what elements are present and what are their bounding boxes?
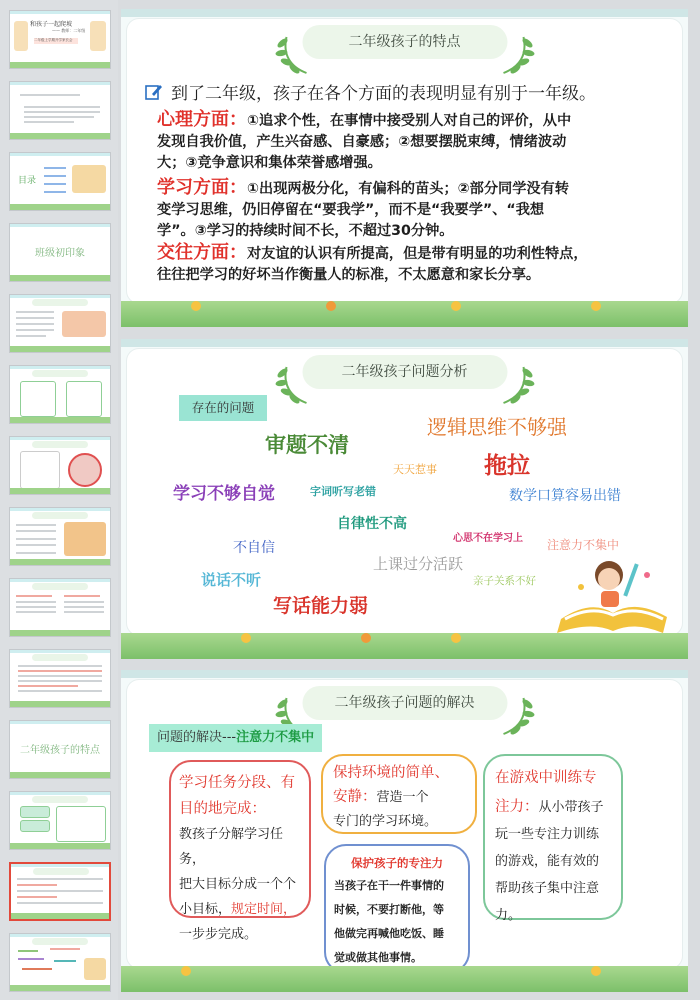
thumb-3-title: 目录 <box>18 176 37 186</box>
edit-pen-icon <box>145 83 163 101</box>
word-cloud-item: 天天惹事 <box>393 463 437 476</box>
thumb-1-subtitle: —— 教师：二年级 <box>52 28 86 33</box>
word-cloud-item: 拖拉 <box>484 453 530 479</box>
slide-thumbnail-10[interactable] <box>9 649 111 708</box>
section-learning: 学习方面：①出现两极分化，有偏科的苗头；②部分同学没有转 变学习思维，仍旧停留在“要我学”，而不是“我要学”、“我想 学”。③学习的持续时间不长，不超过30分钟。 <box>157 177 569 239</box>
slide-thumbnail-8[interactable] <box>9 507 111 566</box>
thumb-4-title: 班级初印象 <box>35 248 85 259</box>
slide-thumbnail-6[interactable] <box>9 365 111 424</box>
solution-card-task-segmentation: 学习任务分段、有 目的地完成： 教孩子分解学习任务， 把大目标分成一个个 小目标，规定时间， 一步步完成。 <box>169 760 311 918</box>
laurel-right-icon <box>497 31 537 77</box>
slide-thumbnail-panel[interactable] <box>0 0 118 1000</box>
flower-decoration <box>121 966 688 982</box>
word-cloud-item: 学习不够自觉 <box>173 484 275 504</box>
slide-characteristics[interactable] <box>121 9 688 327</box>
solution-card-quiet-environment: 保持环境的简单、 安静：营造一个 专门的学习环境。 <box>321 754 477 834</box>
thumb-11-title: 二年级孩子的特点 <box>20 745 100 756</box>
word-cloud-item: 心思不在学习上 <box>453 533 523 544</box>
solution-card-protect-focus: 保护孩子的专注力 当孩子在干一件事情的 时候，不要打断他，等 他做完再喊他吃饭、睡 觉或做其他事情。 <box>324 844 470 974</box>
word-cloud-item: 字词听写老错 <box>310 485 376 498</box>
slide-thumbnail-3[interactable] <box>9 152 111 211</box>
slide-thumbnail-4[interactable] <box>9 223 111 282</box>
word-cloud-item: 审题不清 <box>265 433 349 457</box>
slide-problem-solutions[interactable] <box>121 670 688 992</box>
slide-title <box>302 355 507 389</box>
slide-thumbnail-13-selected[interactable] <box>9 862 111 921</box>
solution-topic: 注意力不集中 <box>236 730 315 745</box>
thumb-1-banner: 二年级上学期开学家长会 <box>34 38 78 44</box>
section-social: 交往方面：对友谊的认识有所提高，但是带有明显的功利性特点， 往往把学习的好坏当作衡量人的标准，不太愿意和家长分享。 <box>157 242 588 283</box>
slide-thumbnail-9[interactable] <box>9 578 111 637</box>
laurel-right-icon <box>497 361 537 407</box>
laurel-left-icon <box>272 31 312 77</box>
slide-title-text: 二年级孩子问题的解决 <box>334 695 475 711</box>
slide-thumbnail-14[interactable] <box>9 933 111 992</box>
thumb-1-title: 和孩子一起爬坡 <box>30 21 73 28</box>
slide-title <box>302 25 507 59</box>
laurel-right-icon <box>497 692 537 738</box>
solution-card-game-training: 在游戏中训练专 注力：从小带孩子 玩一些专注力训练 的游戏，能有效的 帮助孩子集中注意 力。 <box>483 754 623 920</box>
slide-thumbnail-11[interactable] <box>9 720 111 779</box>
slide-thumbnail-1[interactable] <box>9 10 111 69</box>
flower-decoration <box>121 301 688 317</box>
solution-topic-label: 问题的解决---注意力不集中 <box>149 724 322 752</box>
slide-thumbnail-12[interactable] <box>9 791 111 850</box>
word-cloud-item: 上课过分活跃 <box>373 555 464 573</box>
word-cloud-item: 注意力不集中 <box>547 538 620 552</box>
section-heading: 交往方面： <box>157 242 247 263</box>
section-heading: 心理方面： <box>157 109 247 130</box>
word-cloud-item: 写话能力弱 <box>273 595 369 617</box>
word-cloud-item: 亲子关系不好 <box>473 575 536 587</box>
word-cloud-item: 数学口算容易出错 <box>509 488 621 504</box>
slide-thumbnail-5[interactable] <box>9 294 111 353</box>
section-psychology: 心理方面：①追求个性，在事情中接受别人对自己的评价，从中 发现自我价值，产生兴奋感、自豪感；②想要摆脱束缚，情绪波动 大；③竞争意识和集体荣誉感增强。 <box>157 109 572 171</box>
section-heading: 学习方面： <box>157 177 247 198</box>
slide-title-text: 二年级孩子问题分析 <box>341 364 468 380</box>
laurel-left-icon <box>272 361 312 407</box>
slide-thumbnail-2[interactable] <box>9 81 111 140</box>
intro-text: 到了二年级，孩子在各个方面的表现明显有别于一年级。 <box>171 84 596 104</box>
word-cloud-item: 逻辑思维不够强 <box>427 415 567 439</box>
girl-reading-illustration <box>551 553 671 635</box>
slide-title <box>302 686 507 720</box>
slide-title-text: 二年级孩子的特点 <box>348 34 461 50</box>
flower-decoration <box>121 633 688 649</box>
slide-problem-analysis[interactable] <box>121 339 688 659</box>
word-cloud-item: 说话不听 <box>201 571 262 589</box>
word-cloud-item: 不自信 <box>233 540 275 556</box>
problems-tag: 存在的问题 <box>179 395 267 421</box>
slide-thumbnail-7[interactable] <box>9 436 111 495</box>
word-cloud-item: 自律性不高 <box>337 516 407 532</box>
